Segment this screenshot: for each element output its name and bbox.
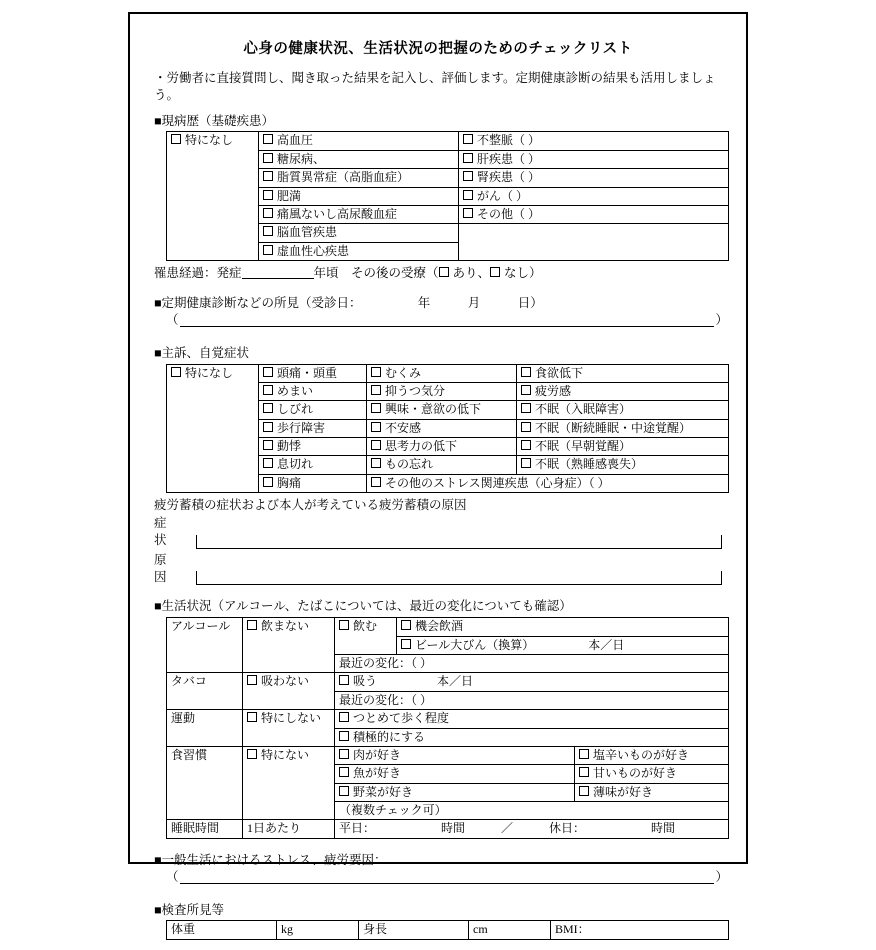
history-none-label: 特になし <box>185 133 234 148</box>
course-year-label: 年頃 その後の受療（ <box>313 265 439 280</box>
checkbox-icon[interactable] <box>371 385 381 395</box>
section-heading-lifestyle: ■生活状況（アルコール、たばこについては、最近の変化についても確認） <box>154 599 572 614</box>
fatigue-symptom-label: 症 状 <box>154 515 192 547</box>
course-label: 罹患経過：発症 <box>154 265 242 280</box>
checkbox-icon[interactable] <box>263 208 273 218</box>
checkbox-icon[interactable] <box>401 620 411 630</box>
checkbox-icon[interactable] <box>263 422 273 432</box>
symptom-item[interactable]: 不安感 <box>367 419 517 437</box>
symptoms-none-cell[interactable]: 特になし <box>167 364 259 493</box>
table-row <box>167 710 729 728</box>
checkbox-icon[interactable] <box>579 786 589 796</box>
symptom-item[interactable]: 動悸 <box>259 438 367 456</box>
exam-height-label: 身長 <box>359 921 469 939</box>
exercise-walk-cell[interactable]: つとめて歩く程度 <box>335 710 729 728</box>
diet-multi-note: （複数チェック可） <box>335 801 729 819</box>
history-left-item[interactable]: 肥満 <box>259 187 459 205</box>
exam-table-wrap <box>166 920 728 939</box>
checkbox-icon[interactable] <box>401 639 411 649</box>
sleep-hours-cell[interactable]: 平日： 時間 ／ 休日： 時間 <box>335 820 729 838</box>
checkbox-icon[interactable] <box>263 403 273 413</box>
table-row <box>167 921 729 939</box>
history-none-cell[interactable] <box>167 132 259 261</box>
lifestyle-label-diet: 食習慣 <box>167 746 243 819</box>
lifestyle-table-wrap <box>166 617 728 838</box>
section-heading-checkup: ■定期健康診断などの所見（受診日： 年 月 日） <box>154 295 543 310</box>
checkbox-icon[interactable] <box>263 153 273 163</box>
checkbox-icon[interactable] <box>371 403 381 413</box>
checkbox-icon[interactable] <box>521 367 531 377</box>
fatigue-cause-label: 原 因 <box>154 552 192 584</box>
history-course-line <box>154 265 722 282</box>
checkbox-icon[interactable] <box>263 385 273 395</box>
history-right-blank <box>459 224 729 261</box>
symptom-item[interactable]: むくみ <box>367 364 517 382</box>
fatigue-symptom-row <box>154 515 722 549</box>
checkbox-icon[interactable] <box>521 458 531 468</box>
checkbox-icon[interactable] <box>339 620 349 630</box>
history-left-item[interactable]: 脂質異常症（高脂血症） <box>259 169 459 187</box>
symptom-item[interactable]: めまい <box>259 382 367 400</box>
symptoms-table-wrap <box>166 364 728 494</box>
checkbox-icon[interactable] <box>371 367 381 377</box>
checkbox-icon[interactable] <box>263 171 273 181</box>
symptom-item[interactable]: 不眠（断続睡眠・中途覚醒） <box>517 419 729 437</box>
checkbox-icon[interactable] <box>521 385 531 395</box>
checkbox-icon[interactable] <box>579 767 589 777</box>
exam-weight-unit[interactable]: kg <box>277 921 359 939</box>
diet-fish-cell[interactable]: 魚が好き <box>335 765 575 783</box>
document-page <box>128 12 748 937</box>
exam-weight-label: 体重 <box>167 921 277 939</box>
history-table <box>166 131 729 261</box>
symptom-item[interactable]: しびれ <box>259 401 367 419</box>
symptom-item[interactable]: 食欲低下 <box>517 364 729 382</box>
checkbox-icon[interactable] <box>339 731 349 741</box>
course-year-input[interactable] <box>242 267 314 279</box>
tobacco-change-cell[interactable]: 最近の変化：（ ） <box>335 691 729 709</box>
checkbox-icon[interactable] <box>371 440 381 450</box>
checkbox-icon[interactable] <box>339 675 349 685</box>
checkbox-icon[interactable] <box>263 190 273 200</box>
exam-height-unit[interactable]: cm <box>469 921 551 939</box>
alcohol-no-cell[interactable]: 飲まない <box>243 618 335 673</box>
checkbox-icon[interactable] <box>371 422 381 432</box>
history-right-item[interactable]: がん（ ） <box>459 187 729 205</box>
symptom-item[interactable]: 不眠（熟睡感喪失） <box>517 456 729 474</box>
checkbox-icon[interactable] <box>439 267 449 277</box>
history-right-item[interactable]: 不整脈（ ） <box>459 132 729 150</box>
checkbox-icon[interactable] <box>463 134 473 144</box>
table-row <box>167 364 729 382</box>
history-left-item[interactable]: 糖尿病、 <box>259 150 459 168</box>
checkup-answer-field[interactable]: （ ） <box>166 313 728 328</box>
checkbox-icon[interactable] <box>263 458 273 468</box>
symptom-item[interactable]: 思考力の低下 <box>367 438 517 456</box>
checkbox-icon[interactable] <box>339 786 349 796</box>
checkbox-icon[interactable] <box>339 712 349 722</box>
exercise-active-cell[interactable]: 積極的にする <box>335 728 729 746</box>
checkbox-icon[interactable] <box>171 367 181 377</box>
checkbox-icon[interactable] <box>247 620 257 630</box>
exam-table <box>166 920 729 939</box>
table-row <box>167 820 729 838</box>
checkbox-icon[interactable] <box>463 190 473 200</box>
fatigue-symptom-input[interactable] <box>196 535 722 549</box>
checkbox-icon[interactable] <box>247 749 257 759</box>
checkbox-icon[interactable] <box>521 422 531 432</box>
checkbox-icon[interactable] <box>263 134 273 144</box>
checkbox-icon[interactable] <box>263 477 273 487</box>
diet-meat-cell[interactable]: 肉が好き <box>335 746 575 764</box>
lifestyle-table <box>166 617 729 838</box>
table-row <box>167 618 729 636</box>
lifestyle-label-alcohol: アルコール <box>167 618 243 673</box>
checkbox-icon[interactable] <box>463 153 473 163</box>
tobacco-no-cell[interactable]: 吸わない <box>243 673 335 710</box>
checkbox-icon[interactable] <box>371 458 381 468</box>
checkbox-icon[interactable] <box>463 171 473 181</box>
diet-none-cell[interactable]: 特にない <box>243 746 335 819</box>
fatigue-cause-row <box>154 552 722 586</box>
table-row <box>167 746 729 764</box>
symptom-item-other[interactable]: その他のストレス関連疾患（心身症）（ ） <box>367 474 729 492</box>
history-right-item[interactable]: 腎疾患（ ） <box>459 169 729 187</box>
document-body <box>130 14 746 950</box>
diet-veg-cell[interactable]: 野菜が好き <box>335 783 575 801</box>
checkbox-icon[interactable] <box>579 749 589 759</box>
symptom-item[interactable]: 疲労感 <box>517 382 729 400</box>
table-row <box>167 673 729 691</box>
stress-answer-field[interactable]: （ ） <box>166 870 728 885</box>
symptom-item[interactable]: 抑うつ気分 <box>367 382 517 400</box>
course-no-label: なし） <box>504 265 542 280</box>
symptoms-table <box>166 364 729 494</box>
checkbox-icon[interactable] <box>339 749 349 759</box>
checkbox-icon[interactable] <box>247 675 257 685</box>
symptom-item[interactable]: 不眠（入眠障害） <box>517 401 729 419</box>
symptom-item[interactable]: 興味・意欲の低下 <box>367 401 517 419</box>
alcohol-change-cell[interactable]: 最近の変化：（ ） <box>335 655 729 673</box>
checkbox-icon[interactable] <box>171 134 181 144</box>
symptom-item[interactable]: 胸痛 <box>259 474 367 492</box>
section-heading-exam: ■検査所見等 <box>154 902 225 917</box>
diet-light-cell[interactable]: 薄味が好き <box>575 783 729 801</box>
tobacco-yes-cell[interactable]: 吸う 本／日 <box>335 673 729 691</box>
history-table-wrap <box>166 131 728 261</box>
checkbox-icon[interactable] <box>263 226 273 236</box>
history-left-item[interactable]: 虚血性心疾患 <box>259 242 459 260</box>
fatigue-cause-input[interactable] <box>196 571 722 585</box>
exam-bmi-label[interactable]: BMI： <box>551 921 729 939</box>
checkbox-icon[interactable] <box>490 267 500 277</box>
checkbox-icon[interactable] <box>521 403 531 413</box>
symptom-item[interactable]: 不眠（早朝覚醒） <box>517 438 729 456</box>
diet-sweet-cell[interactable]: 甘いものが好き <box>575 765 729 783</box>
alcohol-yes-cell[interactable]: 飲む <box>335 618 397 655</box>
alcohol-occasional-cell[interactable]: 機会飲酒 <box>397 618 729 636</box>
history-left-item[interactable]: 痛風ないし高尿酸血症 <box>259 205 459 223</box>
checkbox-icon[interactable] <box>263 440 273 450</box>
lead-paragraph: ・労働者に直接質問し、聞き取った結果を記入し、評価します。定期健康診断の結果も活用しましょう。 <box>154 70 716 103</box>
symptom-item[interactable]: もの忘れ <box>367 456 517 474</box>
lifestyle-label-sleep: 睡眠時間 <box>167 820 243 838</box>
course-yes-label: あり、 <box>452 265 491 280</box>
checkbox-icon[interactable] <box>339 767 349 777</box>
table-row <box>167 132 729 150</box>
checkbox-icon[interactable] <box>263 367 273 377</box>
exercise-none-cell[interactable]: 特にしない <box>243 710 335 747</box>
checkbox-icon[interactable] <box>463 208 473 218</box>
section-heading-symptoms: ■主訴、自覚症状 <box>154 345 250 360</box>
symptom-item[interactable]: 息切れ <box>259 456 367 474</box>
page-title: 心身の健康状況、生活状況の把握のためのチェックリスト <box>243 41 633 57</box>
history-left-item[interactable]: 高血圧 <box>259 132 459 150</box>
checkbox-icon[interactable] <box>247 712 257 722</box>
fatigue-note: 疲労蓄積の症状および本人が考えている疲労蓄積の原因 <box>154 498 467 513</box>
section-heading-history: ■現病歴（基礎疾患） <box>154 113 275 128</box>
lifestyle-label-exercise: 運動 <box>167 710 243 747</box>
checkbox-icon[interactable] <box>521 440 531 450</box>
checkbox-icon[interactable] <box>263 245 273 255</box>
checkbox-icon[interactable] <box>371 477 381 487</box>
alcohol-beer-cell[interactable]: ビール大びん（換算） 本／日 <box>397 636 729 654</box>
symptom-item[interactable]: 頭痛・頭重 <box>259 364 367 382</box>
history-right-item[interactable]: その他（ ） <box>459 205 729 223</box>
sleep-per-day-cell: 1日あたり <box>243 820 335 838</box>
diet-salty-cell[interactable]: 塩辛いものが好き <box>575 746 729 764</box>
history-left-item[interactable]: 脳血管疾患 <box>259 224 459 242</box>
section-heading-stress: ■一般生活におけるストレス、疲労要因： <box>154 852 387 867</box>
lifestyle-label-tobacco: タバコ <box>167 673 243 710</box>
symptom-item[interactable]: 歩行障害 <box>259 419 367 437</box>
history-right-item[interactable]: 肝疾患（ ） <box>459 150 729 168</box>
